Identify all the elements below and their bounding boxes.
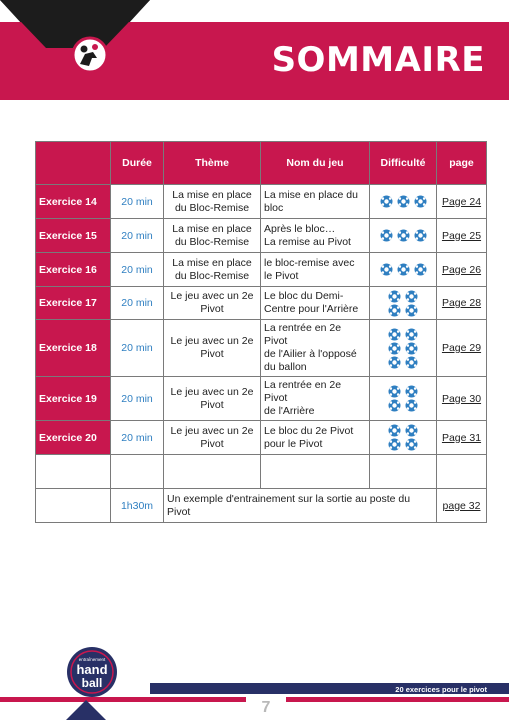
table-header-row bbox=[36, 142, 487, 185]
game-name-line: La remise au Pivot bbox=[264, 235, 351, 248]
page-link[interactable]: Page 29 bbox=[437, 320, 487, 377]
game-name-cell bbox=[261, 287, 370, 320]
page-link[interactable]: page 32 bbox=[437, 489, 487, 523]
theme-line: Le jeu avec un 2e bbox=[170, 385, 254, 398]
game-name-cell bbox=[261, 253, 370, 287]
difficulty-ball-icon bbox=[414, 229, 427, 242]
difficulty-ball-icon bbox=[405, 438, 418, 451]
game-name-line: Le bloc du 2e Pivot bbox=[264, 424, 354, 437]
difficulty-ball-icon bbox=[405, 356, 418, 369]
game-name-cell bbox=[261, 377, 370, 421]
row-label: Exercice 17 bbox=[36, 287, 111, 320]
difficulty-ball-icon bbox=[397, 263, 410, 276]
page-title: SOMMAIRE bbox=[271, 40, 485, 80]
difficulty-ball-icon bbox=[388, 356, 401, 369]
column-header-difficulte: Difficulté bbox=[370, 142, 437, 185]
row-label: Exercice 18 bbox=[36, 320, 111, 377]
page-link[interactable]: Page 25 bbox=[437, 219, 487, 253]
theme-line: du Bloc-Remise bbox=[174, 269, 250, 282]
theme-line: Pivot bbox=[200, 348, 224, 360]
theme-line: du Bloc-Remise bbox=[174, 201, 250, 214]
game-name-cell bbox=[261, 320, 370, 377]
duration-cell: 20 min bbox=[111, 185, 164, 219]
difficulty-ball-icon bbox=[380, 263, 393, 276]
empty-cell bbox=[36, 455, 111, 489]
logo-text-top: entraînement bbox=[78, 657, 106, 662]
difficulty-cell bbox=[370, 421, 437, 455]
difficulty-ball-icon bbox=[414, 263, 427, 276]
footer-tagline: 20 exercices pour le pivot bbox=[395, 685, 487, 694]
difficulty-ball-icon bbox=[405, 290, 418, 303]
theme-cell bbox=[164, 377, 261, 421]
theme-line: Le jeu avec un 2e bbox=[170, 335, 254, 347]
difficulty-ball-icon bbox=[388, 304, 401, 317]
difficulty-ball-icon bbox=[388, 399, 401, 412]
game-name-line: de l'Ailier à l'opposé bbox=[264, 348, 357, 360]
difficulty-ball-icon bbox=[405, 385, 418, 398]
summary-row bbox=[36, 489, 487, 523]
empty-cell bbox=[36, 489, 111, 523]
difficulty-ball-icon bbox=[397, 195, 410, 208]
total-duration-cell: 1h30m bbox=[111, 489, 164, 523]
empty-cell bbox=[261, 455, 370, 489]
difficulty-ball-icon bbox=[388, 342, 401, 355]
logo-text-main: hand bbox=[76, 662, 108, 677]
handball-logo bbox=[66, 646, 118, 698]
theme-line: Pivot bbox=[200, 303, 224, 315]
difficulty-ball-icon bbox=[388, 290, 401, 303]
table-row bbox=[36, 287, 487, 320]
page-link[interactable]: Page 24 bbox=[437, 185, 487, 219]
theme-line: La mise en place bbox=[172, 222, 252, 235]
theme-cell bbox=[164, 320, 261, 377]
page-link[interactable]: Page 26 bbox=[437, 253, 487, 287]
theme-cell bbox=[164, 219, 261, 253]
duration-cell: 20 min bbox=[111, 377, 164, 421]
page-link[interactable]: Page 28 bbox=[437, 287, 487, 320]
logo-text-sub: ball bbox=[81, 676, 103, 690]
summary-table bbox=[35, 141, 487, 523]
game-name-line: le bloc-remise avec bbox=[264, 256, 355, 269]
difficulty-ball-icon bbox=[405, 304, 418, 317]
empty-cell bbox=[111, 455, 164, 489]
table-row bbox=[36, 185, 487, 219]
table-row bbox=[36, 320, 487, 377]
game-name-line: Le bloc du Demi- bbox=[264, 290, 344, 302]
difficulty-ball-icon bbox=[388, 385, 401, 398]
duration-cell: 20 min bbox=[111, 421, 164, 455]
column-header-theme: Thème bbox=[164, 142, 261, 185]
duration-cell: 20 min bbox=[111, 219, 164, 253]
row-label: Exercice 20 bbox=[36, 421, 111, 455]
theme-line: Pivot bbox=[200, 398, 224, 411]
row-label: Exercice 16 bbox=[36, 253, 111, 287]
page-number: 7 bbox=[246, 697, 286, 720]
table-row bbox=[36, 377, 487, 421]
theme-cell bbox=[164, 421, 261, 455]
table-row bbox=[36, 421, 487, 455]
game-name-line: bloc bbox=[264, 201, 284, 214]
game-name-cell bbox=[261, 421, 370, 455]
header-corner-cell bbox=[36, 142, 111, 185]
game-name-line: Après le bloc… bbox=[264, 222, 336, 235]
difficulty-ball-icon bbox=[405, 399, 418, 412]
empty-cell bbox=[164, 455, 261, 489]
difficulty-cell bbox=[370, 219, 437, 253]
game-name-line: La rentrée en 2e Pivot bbox=[264, 379, 342, 404]
difficulty-ball-icon bbox=[388, 438, 401, 451]
player-logo-icon bbox=[71, 36, 109, 74]
table-row bbox=[36, 219, 487, 253]
game-name-line: Centre pour l'Arrière bbox=[264, 303, 359, 315]
difficulty-cell bbox=[370, 377, 437, 421]
row-label: Exercice 15 bbox=[36, 219, 111, 253]
footer-triangle bbox=[66, 700, 106, 720]
duration-cell: 20 min bbox=[111, 253, 164, 287]
game-name-cell bbox=[261, 219, 370, 253]
game-name-line: de l'Arrière bbox=[264, 405, 315, 417]
column-header-page: page bbox=[437, 142, 487, 185]
row-label: Exercice 14 bbox=[36, 185, 111, 219]
game-name-cell bbox=[261, 185, 370, 219]
difficulty-cell bbox=[370, 320, 437, 377]
theme-line: Le jeu avec un 2e bbox=[170, 290, 254, 302]
difficulty-ball-icon bbox=[397, 229, 410, 242]
theme-cell bbox=[164, 287, 261, 320]
difficulty-ball-icon bbox=[414, 195, 427, 208]
game-name-line: pour le Pivot bbox=[264, 437, 323, 450]
row-label: Exercice 19 bbox=[36, 377, 111, 421]
difficulty-ball-icon bbox=[388, 328, 401, 341]
duration-cell: 20 min bbox=[111, 287, 164, 320]
theme-cell bbox=[164, 253, 261, 287]
difficulty-ball-icon bbox=[405, 424, 418, 437]
duration-cell: 20 min bbox=[111, 320, 164, 377]
game-name-line: La rentrée en 2e Pivot bbox=[264, 322, 342, 347]
page-link[interactable]: Page 30 bbox=[437, 377, 487, 421]
empty-cell bbox=[437, 455, 487, 489]
theme-line: du Bloc-Remise bbox=[174, 235, 250, 248]
difficulty-ball-icon bbox=[380, 195, 393, 208]
difficulty-cell bbox=[370, 185, 437, 219]
difficulty-ball-icon bbox=[405, 328, 418, 341]
summary-text-cell: Un exemple d'entrainement sur la sortie au poste du Pivot bbox=[164, 489, 437, 523]
column-header-jeu: Nom du jeu bbox=[261, 142, 370, 185]
difficulty-ball-icon bbox=[380, 229, 393, 242]
page-link[interactable]: Page 31 bbox=[437, 421, 487, 455]
game-name-line: du ballon bbox=[264, 361, 307, 373]
theme-line: La mise en place bbox=[172, 256, 252, 269]
theme-cell bbox=[164, 185, 261, 219]
game-name-line: le Pivot bbox=[264, 269, 299, 282]
table-row bbox=[36, 253, 487, 287]
difficulty-cell bbox=[370, 287, 437, 320]
theme-line: La mise en place bbox=[172, 188, 252, 201]
theme-line: Le jeu avec un 2e bbox=[170, 424, 254, 437]
empty-cell bbox=[370, 455, 437, 489]
empty-row bbox=[36, 455, 487, 489]
difficulty-cell bbox=[370, 253, 437, 287]
game-name-line: La mise en place du bbox=[264, 188, 358, 201]
theme-line: Pivot bbox=[200, 437, 224, 450]
column-header-duree: Durée bbox=[111, 142, 164, 185]
difficulty-ball-icon bbox=[388, 424, 401, 437]
difficulty-ball-icon bbox=[405, 342, 418, 355]
